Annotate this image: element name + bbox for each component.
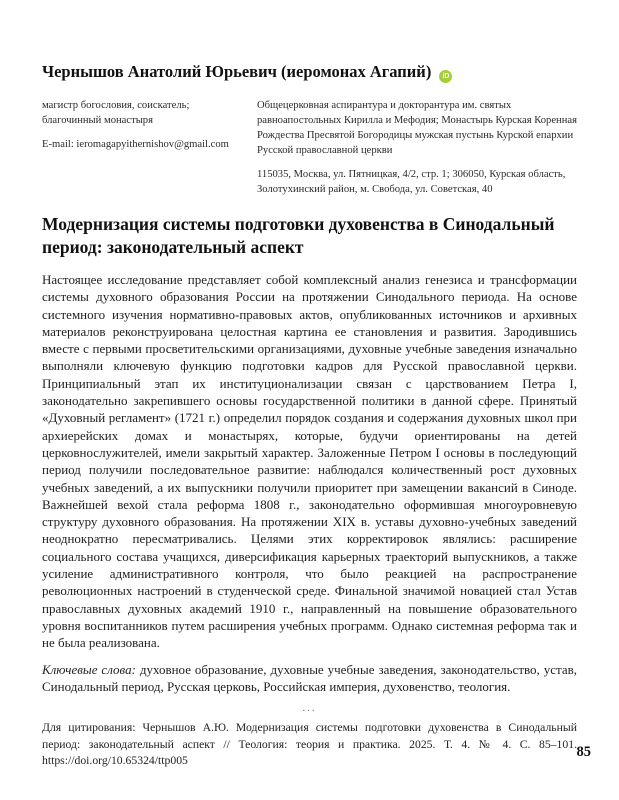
keywords-list: духовное образование, духовные учебные заведения, законодательство, устав, Синодальный период, Русская церковь, Российская империя, духовенство, теология. (42, 661, 577, 694)
orcid-icon[interactable] (439, 70, 452, 83)
article-abstract: Настоящее исследование представляет собой комплексный анализ генезиса и трансформации системы духовного образования России на протяжении Синодального периода. На основе системного изучения нормативно-правовых актов, опубликованных источников и архивных материалов реконструирована целостная картина ее становления и развития. Зародившись вместе с первыми просветительскими организациями, духовные учебные заведения изначально выполняли ключевую функцию подготовки кадров для Русской православной церкви. Принципиальный этап их институционализации связан с царствованием Петра I, законодательно закрепившего основы государственной политики в данной сфере. Принятый «Духовный регламент» (1721 г.) определил порядок создания и содержания духовных школ при архиерейских домах и монастырях, которые, будучи ориентированы на детей церковнослужителей, имели закрытый характер. Заложенные Петром I основы в последующий период получили последовательное развитие: наблюдался количественный рост духовных учебных заведений, а их выпускники получили приоритет при замещении вакансий в Синоде. Важнейшей вехой стала реформа 1808 г., законодательно оформившая многоуровневую структуру духовного образования. На протяжении XIX в. уставы духовно-учебных заведений неоднократно пересматривались. Целями этих корректировок являлись: расширение социального состава учащихся, диверсификация карьерных траекторий выпускников, а также усиление административного контроля, что было реакцией на распространение революционных настроений в студенческой среде. Финальной значимой новацией стал Устав православных духовных академий 1910 г., направленный на повышение образовательного уровня воспитанников путем расширения учебных программ. Однако системная реформа так и не была реализована. (42, 272, 577, 651)
author-degree (42, 98, 245, 128)
author-name (42, 62, 577, 83)
section-separator: ... (302, 702, 317, 715)
page-number: 85 (576, 744, 591, 760)
author-degree-line2: благочинный монастыря (42, 115, 153, 126)
author-email[interactable]: E-mail: ieromagapyithernishov@gmail.com (42, 139, 229, 150)
citation-paragraph: Для цитирования: Чернышов А.Ю. Модернизация системы подготовки духовенства в Синодальный период: законодательный аспект // Теология: теория и практика. 2025. Т. 4. № 4. С. 85–101. https://doi.org/10.65324/ttp005 (42, 721, 577, 768)
author-degree-line1: магистр богословия, соискатель; (42, 100, 190, 111)
article-title: Модернизация системы подготовки духовенства в Синодальный период: законодательный аспект (42, 214, 555, 257)
author-meta-left (42, 98, 245, 197)
keywords-paragraph (42, 661, 577, 696)
author-meta (42, 98, 577, 197)
keywords-label: Ключевые слова: (42, 661, 136, 677)
author-address: 115035, Москва, ул. Пятницкая, 4/2, стр. 1; 306050, Курская область, Золотухинский район, м. Свобода, ул. Советская, 40 (257, 169, 566, 195)
orcid-icon-label: iD (442, 73, 450, 80)
author-affiliation: Общецерковная аспирантура и докторантура им. святых равноапостольных Кирилла и Мефодия; Монастырь Курская Коренная Рождества Пресвятой Богородицы мужская пустынь Курской епархии Русской православной церкви (257, 100, 577, 156)
author-meta-right (257, 98, 577, 197)
author-name-text: Чернышов Анатолий Юрьевич (иеромонах Агапий) (42, 62, 432, 81)
